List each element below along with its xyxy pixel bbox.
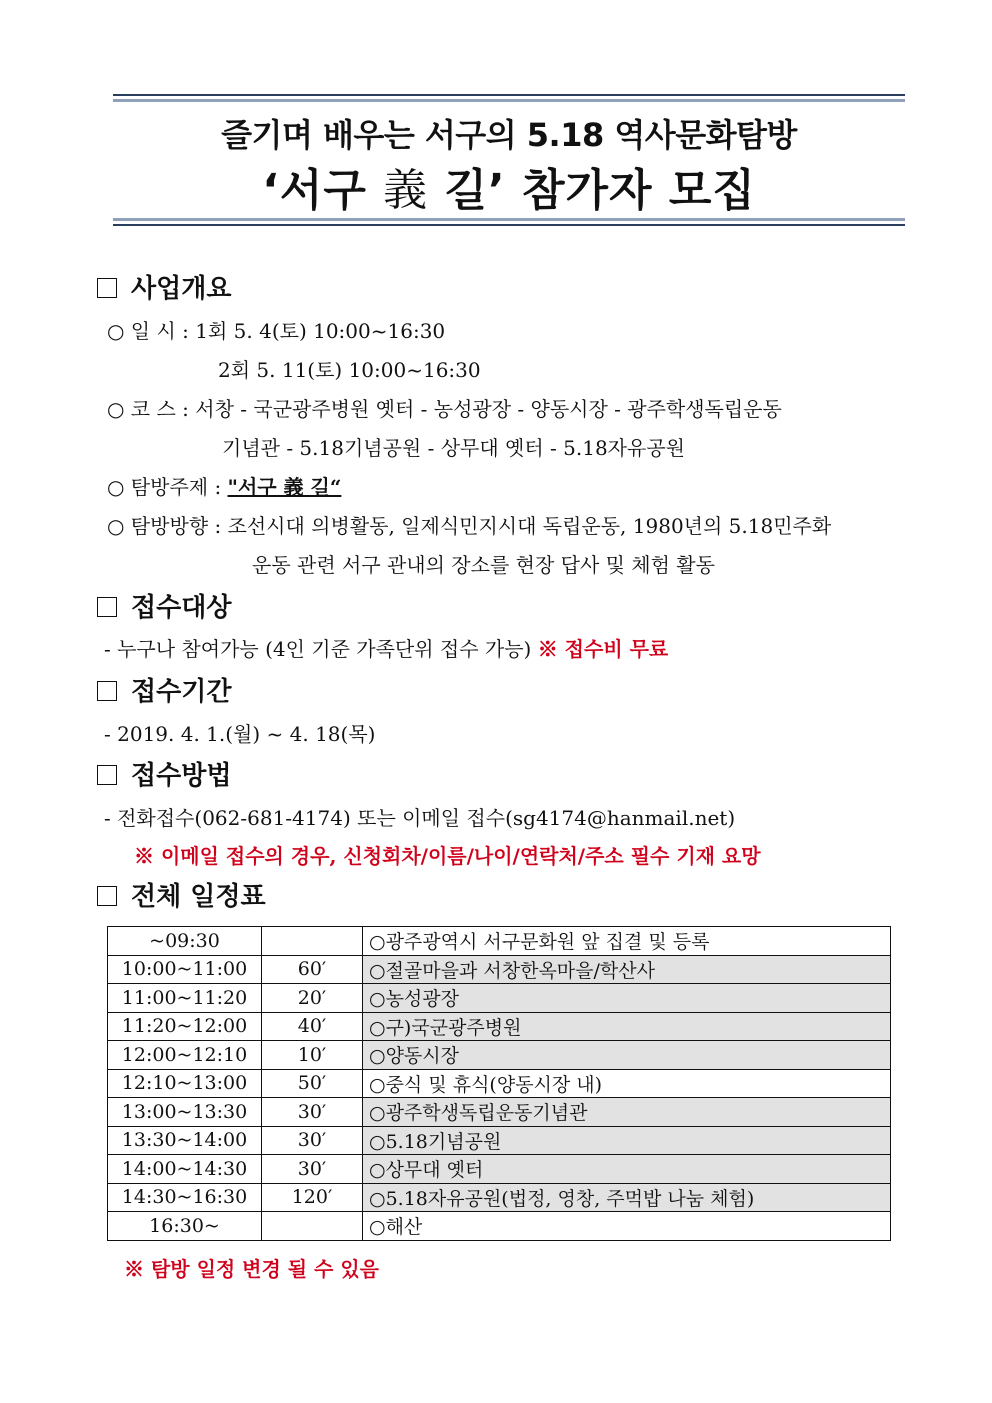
schedule-time: 14:30~16:30: [108, 1183, 262, 1212]
method-text: - 전화접수(062-681-4174) 또는 이메일 접수(sg4174@hanmail.net): [104, 806, 736, 830]
table-row: [108, 1126, 891, 1155]
schedule-duration: 120′: [262, 1183, 363, 1212]
schedule-description: ○5.18자유공원(법정, 영창, 주먹밥 나눔 체험): [363, 1183, 891, 1212]
page-subtitle: 즐기며 배우는 서구의 5.18 역사문화탐방: [221, 116, 797, 154]
section-target-heading: [97, 587, 231, 624]
overview-date-line1: ○ 일 시 : 1회 5. 4(토) 10:00~16:30: [107, 319, 446, 343]
schedule-duration: 30′: [262, 1098, 363, 1127]
overview-theme-label: ○ 탐방주제 :: [107, 475, 228, 499]
table-row: [108, 1069, 891, 1098]
checkbox-square-icon: [97, 597, 117, 617]
page-title-suffix: 길’ 참가자 모집: [428, 165, 756, 216]
schedule-duration: 10′: [262, 1041, 363, 1070]
schedule-time: 10:00~11:00: [108, 955, 262, 984]
schedule-time: 11:00~11:20: [108, 984, 262, 1013]
schedule-description: ○중식 및 휴식(양동시장 내): [363, 1069, 891, 1098]
table-row: [108, 1183, 891, 1212]
section-period-title: 접수기간: [131, 677, 232, 707]
schedule-duration: [262, 927, 363, 956]
schedule-time: 16:30~: [108, 1212, 262, 1241]
schedule-description: ○양동시장: [363, 1041, 891, 1070]
page-title: [113, 154, 905, 218]
overview-theme-value: "서구 義 길“: [227, 475, 342, 499]
schedule-time: ~09:30: [108, 927, 262, 956]
table-row: [108, 927, 891, 956]
schedule-duration: 30′: [262, 1155, 363, 1184]
checkbox-square-icon: [97, 278, 117, 298]
title-rule-top: [113, 94, 905, 102]
schedule-duration: 60′: [262, 955, 363, 984]
schedule-description: ○상무대 옛터: [363, 1155, 891, 1184]
schedule-description: ○광주광역시 서구문화원 앞 집결 및 등록: [363, 927, 891, 956]
section-overview-title: 사업개요: [131, 274, 232, 304]
schedule-time: 13:30~14:00: [108, 1126, 262, 1155]
table-row: [108, 955, 891, 984]
schedule-duration: 50′: [262, 1069, 363, 1098]
page-title-prefix: ‘서구: [262, 165, 384, 216]
checkbox-square-icon: [97, 886, 117, 906]
target-text: [104, 633, 668, 662]
table-row: [108, 1212, 891, 1241]
overview-course-line1: ○ 코 스 : 서창 - 국군광주병원 옛터 - 농성광장 - 양동시장 - 광주학생독립운동: [107, 397, 782, 421]
schedule-time: 12:10~13:00: [108, 1069, 262, 1098]
schedule-time: 13:00~13:30: [108, 1098, 262, 1127]
section-target-title: 접수대상: [131, 593, 232, 623]
schedule-duration: 40′: [262, 1012, 363, 1041]
table-row: [108, 1098, 891, 1127]
table-row: [108, 1041, 891, 1070]
section-period-heading: [97, 671, 231, 708]
schedule-duration: 20′: [262, 984, 363, 1013]
table-row: [108, 984, 891, 1013]
target-fee-note: ※ 접수비 무료: [537, 637, 669, 661]
schedule-description: ○구)국군광주병원: [363, 1012, 891, 1041]
schedule-duration: 30′: [262, 1126, 363, 1155]
schedule-time: 12:00~12:10: [108, 1041, 262, 1070]
checkbox-square-icon: [97, 681, 117, 701]
schedule-duration: [262, 1212, 363, 1241]
overview-theme: [107, 471, 341, 500]
section-overview-heading: [97, 268, 231, 305]
period-text: - 2019. 4. 1.(월) ~ 4. 18(목): [104, 722, 376, 746]
section-method-heading: [97, 755, 231, 792]
checkbox-square-icon: [97, 765, 117, 785]
title-rule-bottom: [113, 218, 905, 226]
method-email-note: ※ 이메일 접수의 경우, 신청회차/이름/나이/연락처/주소 필수 기재 요망: [134, 844, 761, 868]
section-schedule-title: 전체 일정표: [131, 882, 266, 912]
table-row: [108, 1155, 891, 1184]
overview-direction-line1: ○ 탐방방향 : 조선시대 의병활동, 일제식민지시대 독립운동, 1980년의 5.18민주화: [107, 514, 832, 538]
schedule-table: [107, 926, 891, 1241]
schedule-description: ○5.18기념공원: [363, 1126, 891, 1155]
title-box: [113, 94, 905, 226]
page-title-hanja: 義: [383, 165, 429, 216]
schedule-time: 11:20~12:00: [108, 1012, 262, 1041]
schedule-description: ○해산: [363, 1212, 891, 1241]
schedule-description: ○농성광장: [363, 984, 891, 1013]
schedule-description: ○절골마을과 서창한옥마을/학산사: [363, 955, 891, 984]
overview-date-line2: 2회 5. 11(토) 10:00~16:30: [218, 358, 481, 382]
target-description: - 누구나 참여가능 (4인 기준 가족단위 접수 가능): [104, 637, 538, 661]
section-method-title: 접수방법: [131, 761, 232, 791]
overview-direction-line2: 운동 관련 서구 관내의 장소를 현장 답사 및 체험 활동: [252, 553, 715, 577]
section-schedule-heading: [97, 876, 266, 913]
schedule-description: ○광주학생독립운동기념관: [363, 1098, 891, 1127]
schedule-time: 14:00~14:30: [108, 1155, 262, 1184]
schedule-change-note: ※ 탐방 일정 변경 될 수 있음: [124, 1257, 379, 1281]
overview-course-line2: 기념관 - 5.18기념공원 - 상무대 옛터 - 5.18자유공원: [222, 436, 685, 460]
table-row: [108, 1012, 891, 1041]
